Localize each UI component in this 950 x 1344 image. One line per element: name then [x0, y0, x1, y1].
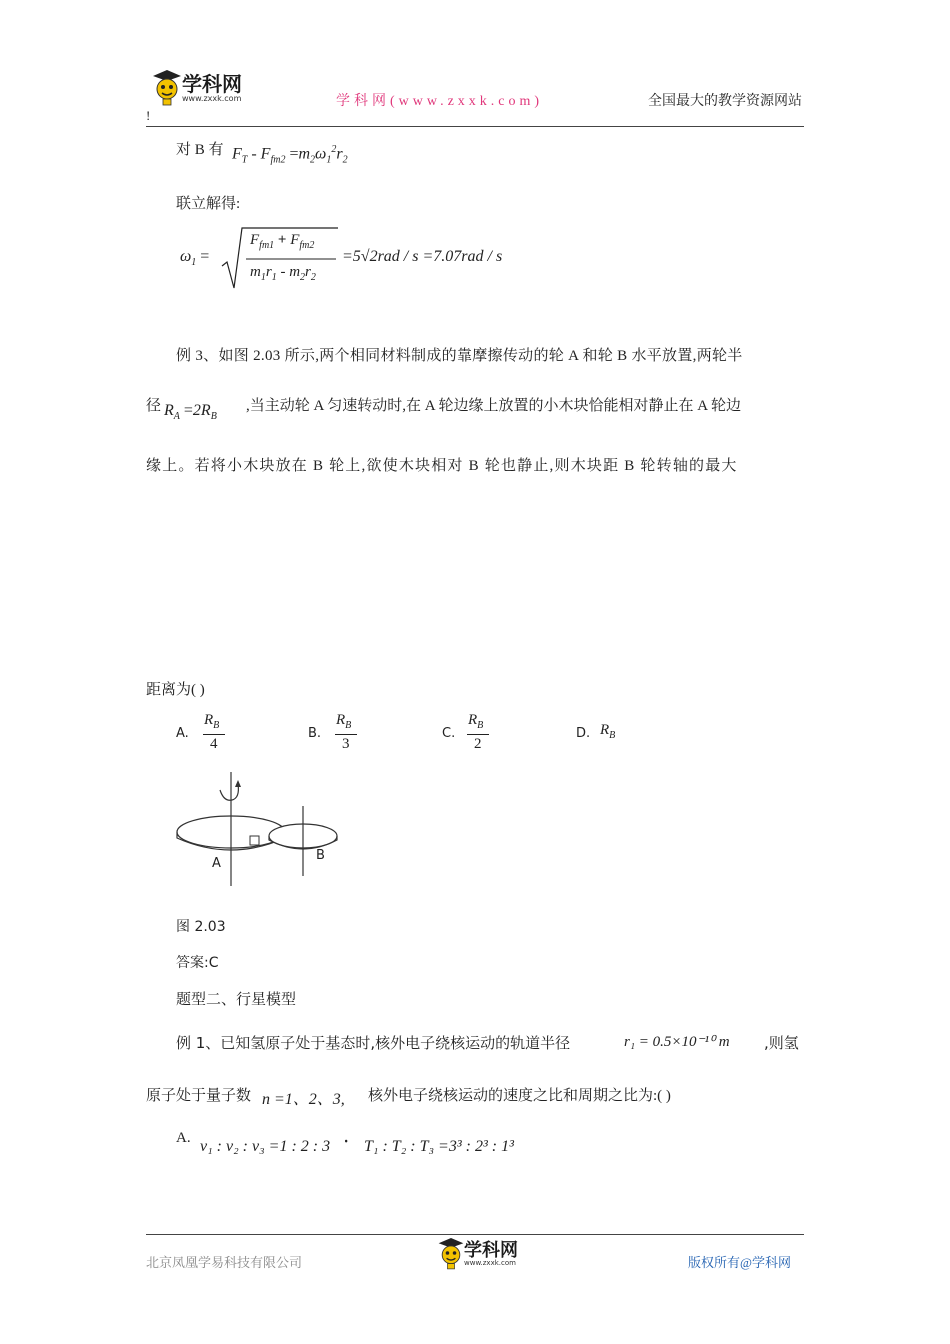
footer-copyright: 版权所有@学科网 — [688, 1255, 791, 1270]
mascot-icon — [436, 1236, 466, 1270]
option-d[interactable]: D. $R_B$ — [576, 722, 616, 741]
option-a-velocity: v₁ : v₂ : v₃ =1 : 2 : 3 — [200, 1138, 331, 1155]
header-logo — [150, 68, 260, 108]
omega-equation: $\omega_1$ = $F_{fm1} + F_{fm2}$ $m_1r_1 - m_2r_2$ =5√2rad / s =7.07rad / s — [180, 226, 540, 292]
header-tagline: 全国最大的教学资源网站 — [648, 94, 802, 109]
logo-url: www.zxxk.com — [182, 94, 242, 103]
option-b[interactable]: B. $R_B$ 3 — [308, 712, 388, 758]
option-a-label: A. — [176, 1130, 191, 1146]
figure-label-a: A — [212, 856, 221, 871]
wheel-figure — [176, 770, 356, 890]
figure-label-b: B — [316, 848, 325, 863]
footer-rule — [146, 1234, 804, 1235]
example1-line1: 例 1、已知氢原子处于基态时,核外电子绕核运动的轨道半径 — [176, 1034, 571, 1052]
option-a-separator: ꞏ — [344, 1135, 349, 1150]
example1-line1-end: ,则氢 — [764, 1034, 799, 1052]
header-rule — [146, 126, 804, 127]
example3-line3: 缘上。若将小木块放在 B 轮上,欲使木块相对 B 轮也静止,则木块距 B 轮转轴的最大 — [146, 458, 738, 474]
example1-radius: r₁ = 0.5×10⁻¹⁰ m — [624, 1034, 730, 1050]
answer: 答案:C — [176, 955, 219, 971]
example3-line2-pre: 径 — [146, 398, 162, 414]
omega-result: =5√2rad / s =7.07rad / s — [342, 248, 503, 265]
logo-text: 学科网 — [182, 72, 242, 96]
footer-company: 北京凤凰学易科技有限公司 — [146, 1255, 303, 1270]
figure-caption: 图 2.03 — [176, 919, 226, 935]
mascot-icon — [150, 68, 184, 106]
example3-line2-post: ,当主动轮 A 匀速转动时,在 A 轮边缘上放置的小木块恰能相对静止在 A 轮边 — [246, 398, 742, 414]
radius-relation: $R_A =2R_B$ — [164, 402, 217, 423]
solve-label: 联立解得: — [176, 196, 241, 212]
section-heading: 题型二、行星模型 — [176, 990, 297, 1008]
example3-line1: 例 3、如图 2.03 所示,两个相同材料制成的靠摩擦传动的轮 A 和轮 B 水平放置,两轮半 — [176, 348, 743, 364]
option-c[interactable]: C. $R_B$ 2 — [442, 712, 522, 758]
example3-line4: 距离为( ) — [146, 682, 205, 698]
footer-logo — [436, 1236, 536, 1272]
site-link[interactable]: 学科网(www.zxxk.com) — [336, 94, 544, 109]
example1-line2-pre: 原子处于量子数 — [146, 1088, 252, 1104]
footer-logo-url: www.zxxk.com — [464, 1259, 516, 1267]
for-b-label: 对 B 有 — [176, 142, 224, 158]
equation-b: $F_T - F_{fm2} =m_2\omega_1^2r_2$ — [232, 144, 348, 166]
footer-logo-text: 学科网 — [464, 1240, 518, 1261]
stray-mark: ! — [146, 108, 151, 123]
option-a[interactable]: A. $R_B$ 4 — [176, 712, 256, 758]
example1-quantum-n: n =1、2、3, — [262, 1091, 345, 1108]
option-a-period: T₁ : T₂ : T₃ =3³ : 2³ : 1³ — [364, 1138, 514, 1155]
example1-line2-post: 核外电子绕核运动的速度之比和周期之比为:( ) — [368, 1088, 671, 1104]
